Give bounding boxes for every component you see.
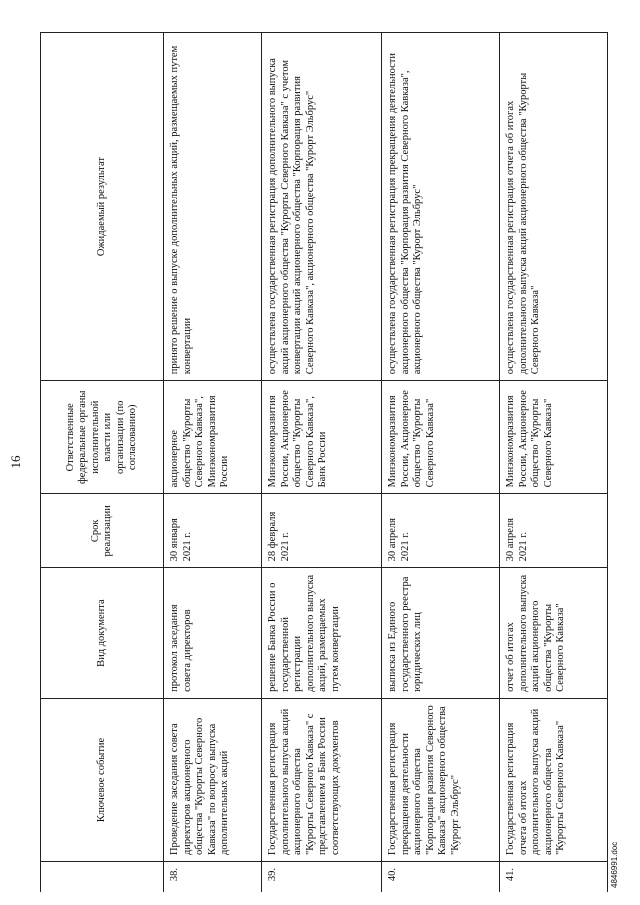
row-event: Проведение заседания совета директоров акционерного общества "Курорты Северного Кавказа" по вопросу выпуска дополнительных акций <box>164 698 262 861</box>
row-num: 38. <box>164 862 262 892</box>
row-result: осуществлена государственная регистрация дополнительного выпуска акций акционерного общества "Курорты Северного Кавказа" с учетом конвертации акций акционерного общества "Корпорация развития Северного Кавказа", акционерного общества "Курорт Эльбрус" <box>262 33 382 381</box>
table-header-row <box>41 33 164 893</box>
header-responsible: Ответственные федеральные органы исполнительной власти или организации (по согласованию) <box>41 381 164 494</box>
table-row <box>382 33 500 893</box>
row-event: Государственная регистрация прекращения деятельности акционерного общества "Корпорация развития Северного Кавказа" акционерного общества "Курорт Эльбрус" <box>382 698 500 861</box>
table-row <box>262 33 382 893</box>
page-number: 16 <box>8 455 23 469</box>
row-num: 41. <box>500 862 608 892</box>
table-row <box>164 33 262 893</box>
events-table <box>40 32 608 892</box>
row-doc-type: отчет об итогах дополнительного выпуска акций акционерного общества "Курорты Северного Кавказа" <box>500 568 608 699</box>
row-num: 39. <box>262 862 382 892</box>
row-result: принято решение о выпуске дополнительных акций, размещаемых путем конвертации <box>164 33 262 381</box>
row-result: осуществлена государственная регистрация прекращения деятельности акционерного общества "Корпорация развития Северного Кавказа", акционерного общества "Курорт Эльбрус" <box>382 33 500 381</box>
row-term: 28 февраля 2021 г. <box>262 494 382 568</box>
row-doc-type: выписка из Единого государственного реестра юридических лиц <box>382 568 500 699</box>
row-doc-type: решение Банка России о государственной регистрации дополнительного выпуска акций, размещаемых путем конвертации <box>262 568 382 699</box>
row-responsible: акционерное общество "Курорты Северного Кавказа", Минэкономразвития России <box>164 381 262 494</box>
header-result: Ожидаемый результат <box>41 33 164 381</box>
header-num <box>41 862 164 892</box>
row-result: осуществлена государственная регистрация отчета об итогах дополнительного выпуска акций акционерного общества "Курорты Северного Кавказа" <box>500 33 608 381</box>
table-row <box>500 33 608 893</box>
rotated-page-content <box>10 32 630 892</box>
row-term: 30 января 2021 г. <box>164 494 262 568</box>
header-term: Срок реализации <box>41 494 164 568</box>
row-responsible: Минэкономразвития России, Акционерное общество "Курорты Северного Кавказа" <box>382 381 500 494</box>
row-term: 30 апреля 2021 г. <box>382 494 500 568</box>
file-name-footer: 4846991.doc <box>610 841 619 888</box>
row-responsible: Минэкономразвития России, Акционерное общество "Курорты Северного Кавказа", Банк России <box>262 381 382 494</box>
row-doc-type: протокол заседания совета директоров <box>164 568 262 699</box>
row-event: Государственная регистрация дополнительного выпуска акций акционерного общества "Курорты Северного Кавказа" с представлением в Банк России соответствующих документов <box>262 698 382 861</box>
row-responsible: Минэкономразвития России, Акционерное общество "Курорты Северного Кавказа" <box>500 381 608 494</box>
row-event: Государственная регистрация отчета об итогах дополнительного выпуска акций акционерного общества "Курорты Северного Кавказа" <box>500 698 608 861</box>
row-term: 30 апреля 2021 г. <box>500 494 608 568</box>
header-event: Ключевое событие <box>41 698 164 861</box>
header-doc-type: Вид документа <box>41 568 164 699</box>
row-num: 40. <box>382 862 500 892</box>
